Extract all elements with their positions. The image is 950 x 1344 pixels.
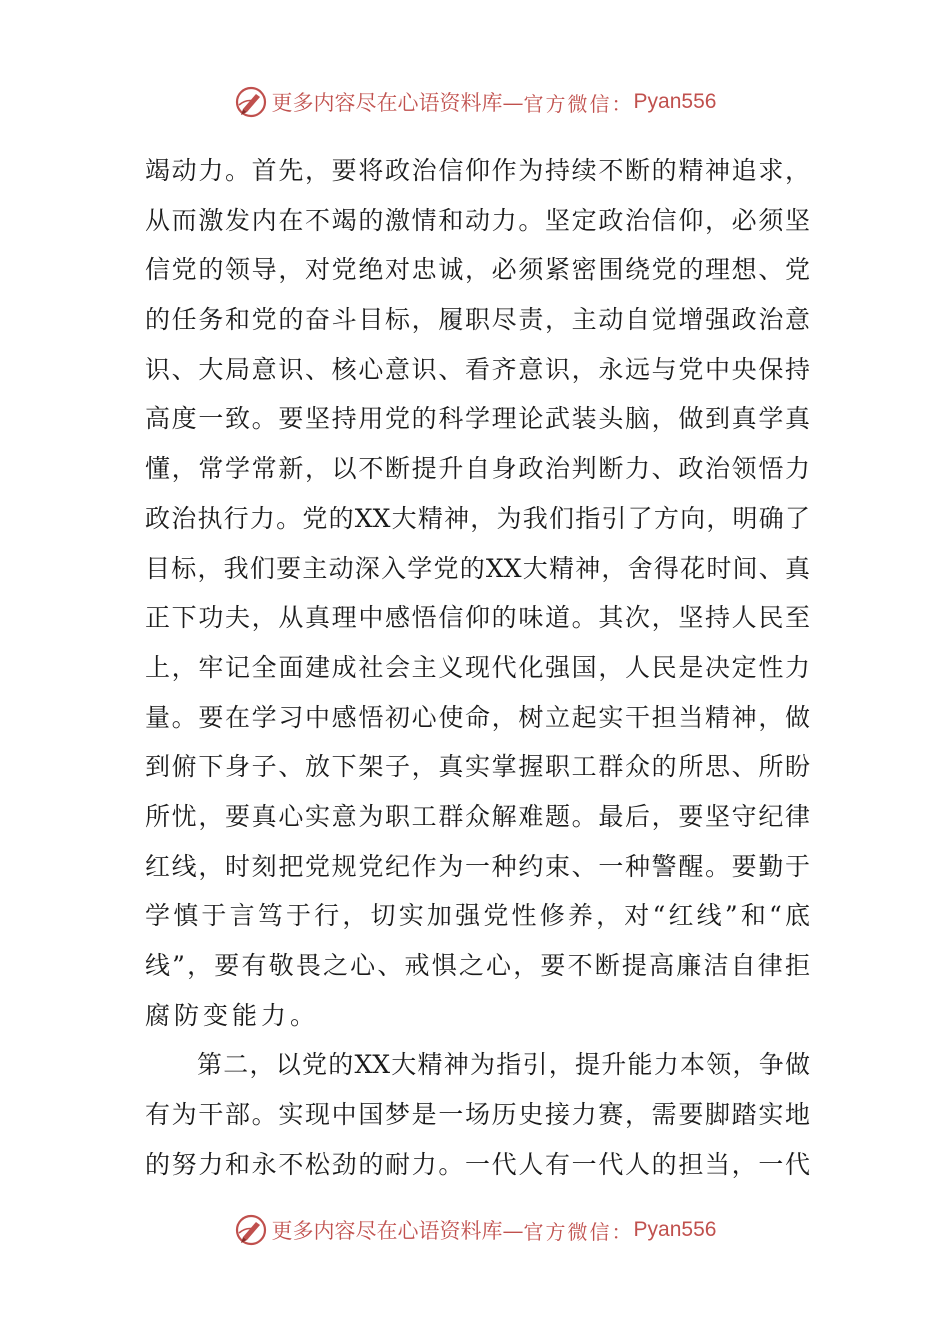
banner-wechat-label: 官方微信： [523, 1219, 634, 1244]
body-line: 信党的领导，对党绝对忠诚，必须紧密围绕党的理想、党 [145, 255, 810, 285]
body-line: 识、大局意识、核心意识、看齐意识，永远与党中央保持 [145, 354, 810, 384]
banner-wechat-id: Pyan556 [633, 90, 717, 113]
body-line: 学慎于言笃于行，切实加强党性修养，对“红线”和“底 [145, 901, 810, 931]
banner-wechat-label: 官方微信： [523, 91, 634, 116]
body-line: 的任务和党的奋斗目标，履职尽责，主动自觉增强政治意 [145, 305, 810, 335]
body-line: 红线，时刻把党规党纪作为一种约束、一种警醒。要勤于 [145, 851, 810, 881]
body-line: 的努力和永不松劲的耐力。一代人有一代人的担当，一代 [145, 1149, 810, 1179]
banner-wechat-id: Pyan556 [633, 1218, 717, 1241]
body-line: 有为干部。实现中国梦是一场历史接力赛，需要脚踏实地 [145, 1100, 810, 1130]
pen-logo-icon [234, 1213, 268, 1247]
banner-slogan: 更多内容尽在心语资料库— [271, 91, 524, 115]
body-line: 从而激发内在不竭的激情和动力。坚定政治信仰，必须坚 [145, 205, 810, 235]
body-line: 正下功夫，从真理中感悟信仰的味道。其次，坚持人民至 [145, 603, 810, 633]
body-line: 懂，常学常新，以不断提升自身政治判断力、政治领悟力 [145, 454, 810, 484]
body-line: 上，牢记全面建成社会主义现代化强国，人民是决定性力 [145, 652, 810, 682]
body-line: 到俯下身子、放下架子，真实掌握职工群众的所思、所盼 [145, 752, 810, 782]
document-body [145, 146, 810, 1189]
body-line: 目标，我们要主动深入学党的XX大精神，舍得花时间、真 [145, 553, 810, 583]
pen-logo-icon [234, 85, 268, 119]
header-banner [0, 82, 950, 122]
body-line: 政治执行力。党的XX大精神，为我们指引了方向，明确了 [145, 503, 810, 533]
body-line: 第二，以党的XX大精神为指引，提升能力本领，争做 [197, 1050, 810, 1080]
body-line: 腐防变能力。 [145, 1000, 320, 1030]
banner-slogan: 更多内容尽在心语资料库— [271, 1219, 524, 1243]
body-line: 竭动力。首先，要将政治信仰作为持续不断的精神追求， [145, 156, 810, 185]
body-line: 线”，要有敬畏之心、戒惧之心，要不断提高廉洁自律拒 [145, 951, 810, 980]
body-line: 所忧，要真心实意为职工群众解难题。最后，要坚守纪律 [145, 801, 810, 831]
body-line: 量。要在学习中感悟初心使命，树立起实干担当精神，做 [145, 702, 810, 732]
body-line: 高度一致。要坚持用党的科学理论武装头脑，做到真学真 [145, 404, 810, 434]
footer-banner [0, 1210, 950, 1250]
